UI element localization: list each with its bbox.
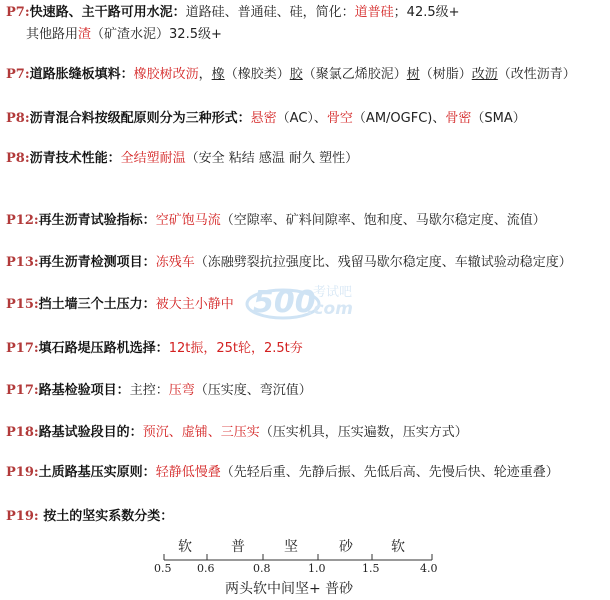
note-line — [6, 464, 559, 482]
note-line — [6, 340, 303, 358]
note-line — [6, 296, 234, 314]
note-text: （改性沥青） — [497, 67, 576, 82]
page-ref: P12: — [6, 213, 39, 228]
page-ref: P15: — [6, 297, 39, 312]
note-text: （矿渣水泥）32.5级+ — [91, 27, 222, 42]
scale-tick-label: 1.0 — [308, 562, 326, 575]
note-line — [6, 212, 546, 230]
note-line — [6, 66, 576, 84]
topic-heading: 道路胀缝板填料： — [29, 67, 134, 82]
mnemonic-text: 骨空 — [326, 111, 353, 126]
watermark-number: 500 — [253, 285, 316, 320]
note-text: （SMA） — [471, 111, 526, 126]
scale-label: 软 — [391, 539, 405, 555]
scale-tick-label: 1.5 — [362, 562, 380, 575]
mnemonic-text: 冻残车 — [155, 255, 195, 270]
note-line — [6, 110, 526, 128]
note-text: （压实机具，压实遍数，压实方式） — [259, 425, 468, 440]
mnemonic-text: 道普硅 — [354, 5, 394, 20]
page-ref: P13: — [6, 255, 39, 270]
note-line — [6, 508, 173, 526]
topic-heading: 沥青技术性能： — [29, 151, 121, 166]
keyword-underlined: 橡 — [211, 67, 225, 82]
topic-heading: 按土的坚实系数分类： — [38, 509, 174, 524]
watermark-brand: 考试吧 — [313, 285, 353, 300]
page-ref: P19: — [6, 509, 39, 524]
scale-label: 坚 — [284, 539, 298, 555]
page-ref: P17: — [6, 341, 39, 356]
topic-heading: 再生沥青试验指标： — [38, 213, 156, 228]
scale-tick-label: 0.5 — [154, 562, 172, 575]
page-ref: P18: — [6, 425, 39, 440]
watermark-logo — [245, 278, 375, 326]
page-ref: P8: — [6, 111, 30, 126]
mnemonic-text: 渣 — [78, 27, 92, 42]
mnemonic-text: 被大主小静中 — [155, 297, 234, 312]
mnemonic-text: 全结塑耐温 — [120, 151, 186, 166]
scale-label: 软 — [178, 539, 192, 555]
topic-heading: 挡土墙三个土压力： — [38, 297, 156, 312]
topic-heading: 再生沥青检测项目： — [38, 255, 156, 270]
scale-tick-label: 4.0 — [420, 562, 438, 575]
mnemonic-text: 悬密 — [250, 111, 277, 126]
note-line — [6, 150, 358, 168]
mnemonic-text: 空矿饱马流 — [155, 213, 221, 228]
keyword-underlined: 胶 — [289, 67, 303, 82]
mnemonic-text: 橡胶树改沥 — [133, 67, 199, 82]
note-line — [6, 424, 468, 442]
note-text: （橡胶类） — [224, 67, 290, 82]
note-text: （聚氯乙烯胶泥） — [302, 67, 407, 82]
scale-caption: 两头软中间坚+ 普砂 — [225, 581, 354, 597]
note-text: （树脂） — [419, 67, 472, 82]
mnemonic-text: 压弯 — [168, 383, 195, 398]
topic-heading: 沥青混合料按级配原则分为三种形式： — [29, 111, 251, 126]
note-text: 主控： — [129, 383, 169, 398]
scale-tick-label: 0.6 — [197, 562, 215, 575]
topic-heading: 快速路、主干路可用水泥： — [29, 5, 186, 20]
note-text: （AM/OGFC)、 — [352, 111, 446, 126]
note-text: （安全 粘结 感温 耐久 塑性） — [185, 151, 359, 166]
page-ref: P8: — [6, 151, 30, 166]
mnemonic-text: 预沉、虚铺、三压实 — [142, 425, 260, 440]
note-text: （压实度、弯沉值） — [194, 383, 312, 398]
topic-heading: 路基试验段目的： — [38, 425, 143, 440]
note-text: 其他路用 — [26, 27, 79, 42]
page-ref: P7: — [6, 67, 30, 82]
mnemonic-text: 12t振，25t轮，2.5t夯 — [168, 341, 303, 356]
scale-tick-label: 0.8 — [253, 562, 271, 575]
scale-label: 普 — [231, 539, 245, 555]
page-ref: P19: — [6, 465, 39, 480]
scale-label: 砂 — [339, 539, 353, 555]
note-text: （空隙率、矿料间隙率、饱和度、马歇尔稳定度、流值） — [220, 213, 546, 228]
note-text: ， — [198, 67, 212, 82]
mnemonic-text: 轻静低慢叠 — [155, 465, 221, 480]
watermark-graphic — [245, 278, 375, 326]
note-line — [26, 26, 222, 44]
note-text: ；42.5级+ — [393, 5, 460, 20]
topic-heading: 路基检验项目： — [38, 383, 130, 398]
page-ref: P17: — [6, 383, 39, 398]
note-line — [6, 4, 460, 22]
keyword-underlined: 改沥 — [471, 67, 498, 82]
note-line — [6, 254, 572, 272]
watermark-domain: .com — [307, 299, 353, 319]
keyword-underlined: 树 — [406, 67, 420, 82]
note-text: （冻融劈裂抗拉强度比、残留马歇尔稳定度、车辙试验动稳定度） — [194, 255, 572, 270]
page-ref: P7: — [6, 5, 30, 20]
mnemonic-text: 骨密 — [445, 111, 472, 126]
note-text: （先轻后重、先静后振、先低后高、先慢后快、轮迹重叠） — [220, 465, 559, 480]
note-text: （AC）、 — [276, 111, 327, 126]
note-text: 道路硅、普通硅、硅，简化： — [185, 5, 355, 20]
topic-heading: 土质路基压实原则： — [38, 465, 156, 480]
topic-heading: 填石路堤压路机选择： — [38, 341, 169, 356]
note-line — [6, 382, 312, 400]
